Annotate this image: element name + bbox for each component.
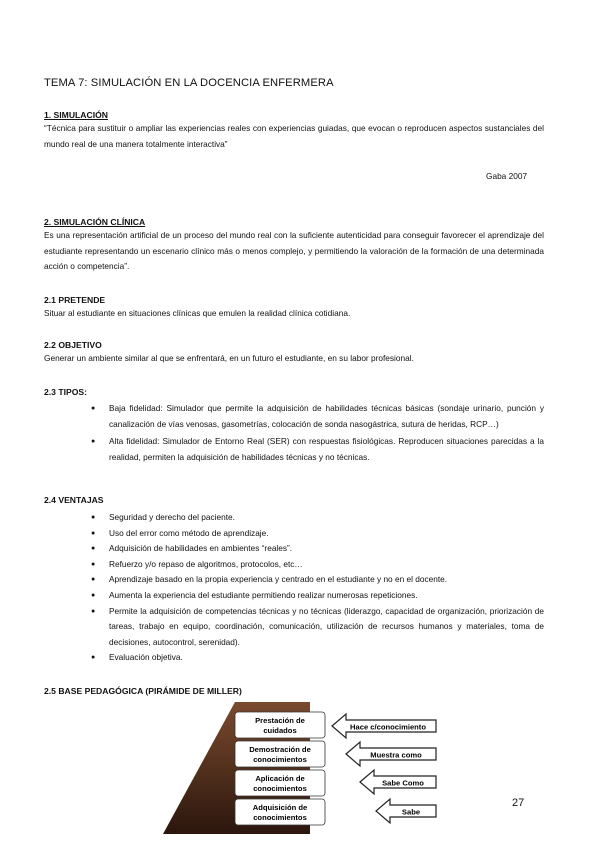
svg-text:Aplicación de: Aplicación de <box>255 774 305 783</box>
svg-text:Sabe: Sabe <box>401 807 421 817</box>
svg-text:Sabe Como: Sabe Como <box>382 778 424 788</box>
svg-text:cuidados: cuidados <box>263 726 297 735</box>
list-item: ● Aumenta la experiencia del estudiante permitiendo realizar numerosas repeticiones. <box>109 588 544 604</box>
list-item: ● Evaluación objetiva. <box>109 650 544 666</box>
list-item: ● Aprendizaje basado en la propia experiencia y centrado en el estudiante y no en el docente. <box>109 572 544 588</box>
svg-text:Muestra como: Muestra como <box>370 750 422 760</box>
svg-text:Adquisición de: Adquisición de <box>252 803 308 812</box>
pyramid-level-1 <box>235 712 325 738</box>
svg-text:Demostración de: Demostración de <box>249 745 311 754</box>
svg-text:conocimientos: conocimientos <box>253 813 307 822</box>
section-2-4-list <box>109 510 544 666</box>
arrow-sabe-como <box>360 770 436 794</box>
section-2-1-heading: 2.1 PRETENDE <box>44 295 106 305</box>
svg-text:conocimientos: conocimientos <box>253 755 307 764</box>
section-2-3-list <box>109 401 544 465</box>
arrow-muestra <box>346 742 436 766</box>
section-1-citation: Gaba 2007 <box>486 171 528 181</box>
section-2-2-heading: 2.2 OBJETIVO <box>44 340 102 350</box>
miller-pyramid-diagram <box>160 700 450 835</box>
pyramid-level-3 <box>235 770 325 796</box>
list-item: ● Alta fidelidad: Simulador de Entorno Real (SER) con respuestas fisiológicas. Reproducen situaciones parecidas a la realidad, permiten la adquisición de habilidades técnicas y no técnicas. <box>109 434 544 465</box>
list-item: ● Permite la adquisición de competencias técnicas y no técnicas (liderazgo, capacidad de organización, priorización de tareas, trabajo en equipo, coordinación, comunicación, utilización de recursos humanos y materiales, toma de decisiones, autocontrol, serenidad). <box>109 604 544 651</box>
svg-text:conocimientos: conocimientos <box>253 784 307 793</box>
section-1-heading: 1. SIMULACIÓN <box>44 110 108 120</box>
arrow-hace <box>332 714 436 738</box>
pyramid-level-4 <box>235 799 325 825</box>
svg-text:Prestación de: Prestación de <box>255 716 305 725</box>
section-2-definition: Es una representación artificial de un proceso del mundo real con la suficiente autenticidad para conseguir favorecer el aprendizaje del estudiante representando un escenario clínico más o menos complejo, y permitiendo la valoración de la formación de una determinada acción o competencia”. <box>44 230 544 272</box>
section-2-heading: 2. SIMULACIÓN CLÍNICA <box>44 217 146 227</box>
page-number: 27 <box>512 797 525 809</box>
section-2-2-text: Generar un ambiente similar al que se enfrentará, en un futuro el estudiante, en su labor profesional. <box>44 353 414 363</box>
section-2-5-heading: 2.5 BASE PEDAGÓGICA (PIRÁMIDE DE MILLER) <box>44 686 242 696</box>
list-item: ● Adquisición de habilidades en ambientes “reales”. <box>109 541 544 557</box>
section-1-quote: “Técnica para sustituir o ampliar las experiencias reales con experiencias guiadas, que evocan o reproducen aspectos sustanciales del mundo real de una manera totalmente interactiva” <box>44 123 544 149</box>
list-item: ● Seguridad y derecho del paciente. <box>109 510 544 526</box>
document-title: TEMA 7: SIMULACIÓN EN LA DOCENCIA ENFERMERA <box>44 77 334 89</box>
list-item: ● Uso del error como método de aprendizaje. <box>109 526 544 542</box>
section-2-3-heading: 2.3 TIPOS: <box>44 387 87 397</box>
pyramid-level-2 <box>235 741 325 767</box>
svg-text:Hace c/conocimiento: Hace c/conocimiento <box>350 722 426 732</box>
list-item: ● Refuerzo y/o repaso de algoritmos, protocolos, etc… <box>109 557 544 573</box>
list-item: ● Baja fidelidad: Simulador que permite la adquisición de habilidades técnicas básicas (sondaje urinario, punción y canalización de vías venosas, gasometrías, colocación de sonda nasogástrica, sutura de heridas, RCP…) <box>109 401 544 432</box>
arrow-sabe <box>376 799 436 823</box>
section-2-4-heading: 2.4 VENTAJAS <box>44 495 104 505</box>
section-2-1-text: Situar al estudiante en situaciones clínicas que emulen la realidad clínica cotidiana. <box>44 308 351 318</box>
